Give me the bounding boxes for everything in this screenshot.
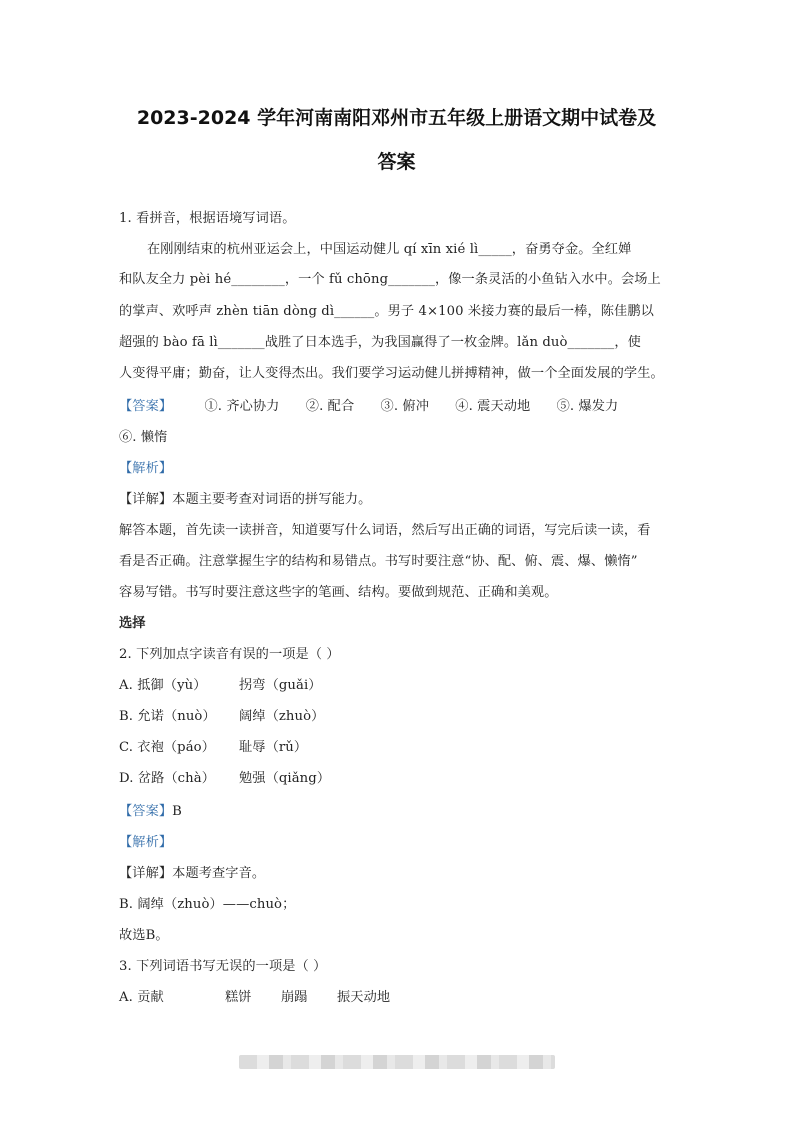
q2-option-b <box>119 705 679 724</box>
detail-text: 本题考查字音。 <box>172 866 266 881</box>
option-word-4: 振天动地 <box>337 990 391 1005</box>
q2-option-d <box>119 767 679 786</box>
q1-answer-row <box>119 395 679 414</box>
q1-paragraph-line-2: 和队友全力 pèi hé________，一个 fǔ chōng_______，像一条灵活的小鱼钻入水中。会场上 <box>119 272 661 287</box>
q1-paragraph-line-4: 超强的 bào fā lì_______战胜了日本选手，为我国赢得了一枚金牌。lǎn duò_______，使 <box>119 335 641 350</box>
q1-explanation-line-2: 看是否正确。注意掌握生字的结构和易错点。书写时要注意“协、配、俯、震、爆、懒惰” <box>119 554 638 569</box>
answer-item: ③. 俯冲 <box>380 399 429 414</box>
page-title <box>100 96 693 184</box>
answer-item: ⑤. 爆发力 <box>556 399 619 414</box>
q1-paragraph-line-1: 在刚刚结束的杭州亚运会上，中国运动健儿 qí xīn xié lì_____，奋勇夺金。全红婵 <box>147 242 632 257</box>
q2-answer-row <box>119 800 679 819</box>
q2-option-c <box>119 736 679 755</box>
blurred-footer-watermark <box>239 1055 555 1069</box>
option-word-1: D. 岔路（chà） <box>119 771 215 786</box>
q3-stem: 3. 下列词语书写无误的一项是（ ） <box>119 959 327 974</box>
option-word-2: 拐弯（guǎi） <box>239 678 322 693</box>
q1-explanation-line-1: 解答本题，首先读一读拼音，知道要写什么词语，然后写出正确的词语，写完后读一读，看 <box>119 523 651 538</box>
detail-text: 本题主要考查对词语的拼写能力。 <box>172 492 372 507</box>
option-word-1: A. 抵御（yù） <box>119 678 207 693</box>
q2-option-a <box>119 674 679 693</box>
answer-item: ④. 震天动地 <box>455 399 531 414</box>
q2-detail <box>119 862 679 881</box>
option-word-2: 糕饼 <box>225 990 252 1005</box>
option-word-2: 勉强（qiǎng） <box>239 771 331 786</box>
option-word-1: A. 贡献 <box>119 990 164 1005</box>
q1-stem: 1. 看拼音，根据语境写词语。 <box>119 211 296 226</box>
option-word-1: C. 衣袍（páo） <box>119 740 215 755</box>
answer-item: ①. 齐心协力 <box>204 399 280 414</box>
q2-stem: 2. 下列加点字读音有误的一项是（ ） <box>119 647 340 662</box>
detail-tag: 【详解】 <box>119 492 173 507</box>
title-line-1: 2023-2024 学年河南南阳邓州市五年级上册语文期中试卷及 <box>136 107 657 129</box>
answer-tag: 【答案】 <box>119 804 173 819</box>
section-heading-choice: 选择 <box>119 616 146 631</box>
q2-explanation-line-2: 故选B。 <box>119 928 169 943</box>
answer-tag: 【答案】 <box>119 399 173 414</box>
answer-item: ②. 配合 <box>305 399 355 414</box>
option-word-2: 阔绰（zhuò） <box>239 709 325 724</box>
q2-explanation-line-1: B. 阔绰（zhuò）——chuò； <box>119 897 296 912</box>
q1-answer-last: ⑥. 懒惰 <box>119 430 168 445</box>
q3-option-a <box>119 986 679 1005</box>
q1-detail <box>119 488 679 507</box>
q1-paragraph-line-5: 人变得平庸；勤奋，让人变得杰出。我们要学习运动健儿拼搏精神，做一个全面发展的学生。 <box>119 366 664 381</box>
q1-explanation-line-3: 容易写错。书写时要注意这些字的笔画、结构。要做到规范、正确和美观。 <box>119 585 558 600</box>
option-word-2: 耻辱（rǔ） <box>239 740 308 755</box>
answer-value: B <box>172 804 182 819</box>
analysis-tag: 【解析】 <box>119 461 173 476</box>
q1-paragraph-line-3: 的掌声、欢呼声 zhèn tiān dòng dì______。男子 4×100 米接力赛的最后一棒，陈佳鹏以 <box>119 304 654 319</box>
option-word-1: B. 允诺（nuò） <box>119 709 216 724</box>
detail-tag: 【详解】 <box>119 866 173 881</box>
title-line-2: 答案 <box>377 151 416 173</box>
analysis-tag: 【解析】 <box>119 835 173 850</box>
option-word-3: 崩蹋 <box>281 990 308 1005</box>
